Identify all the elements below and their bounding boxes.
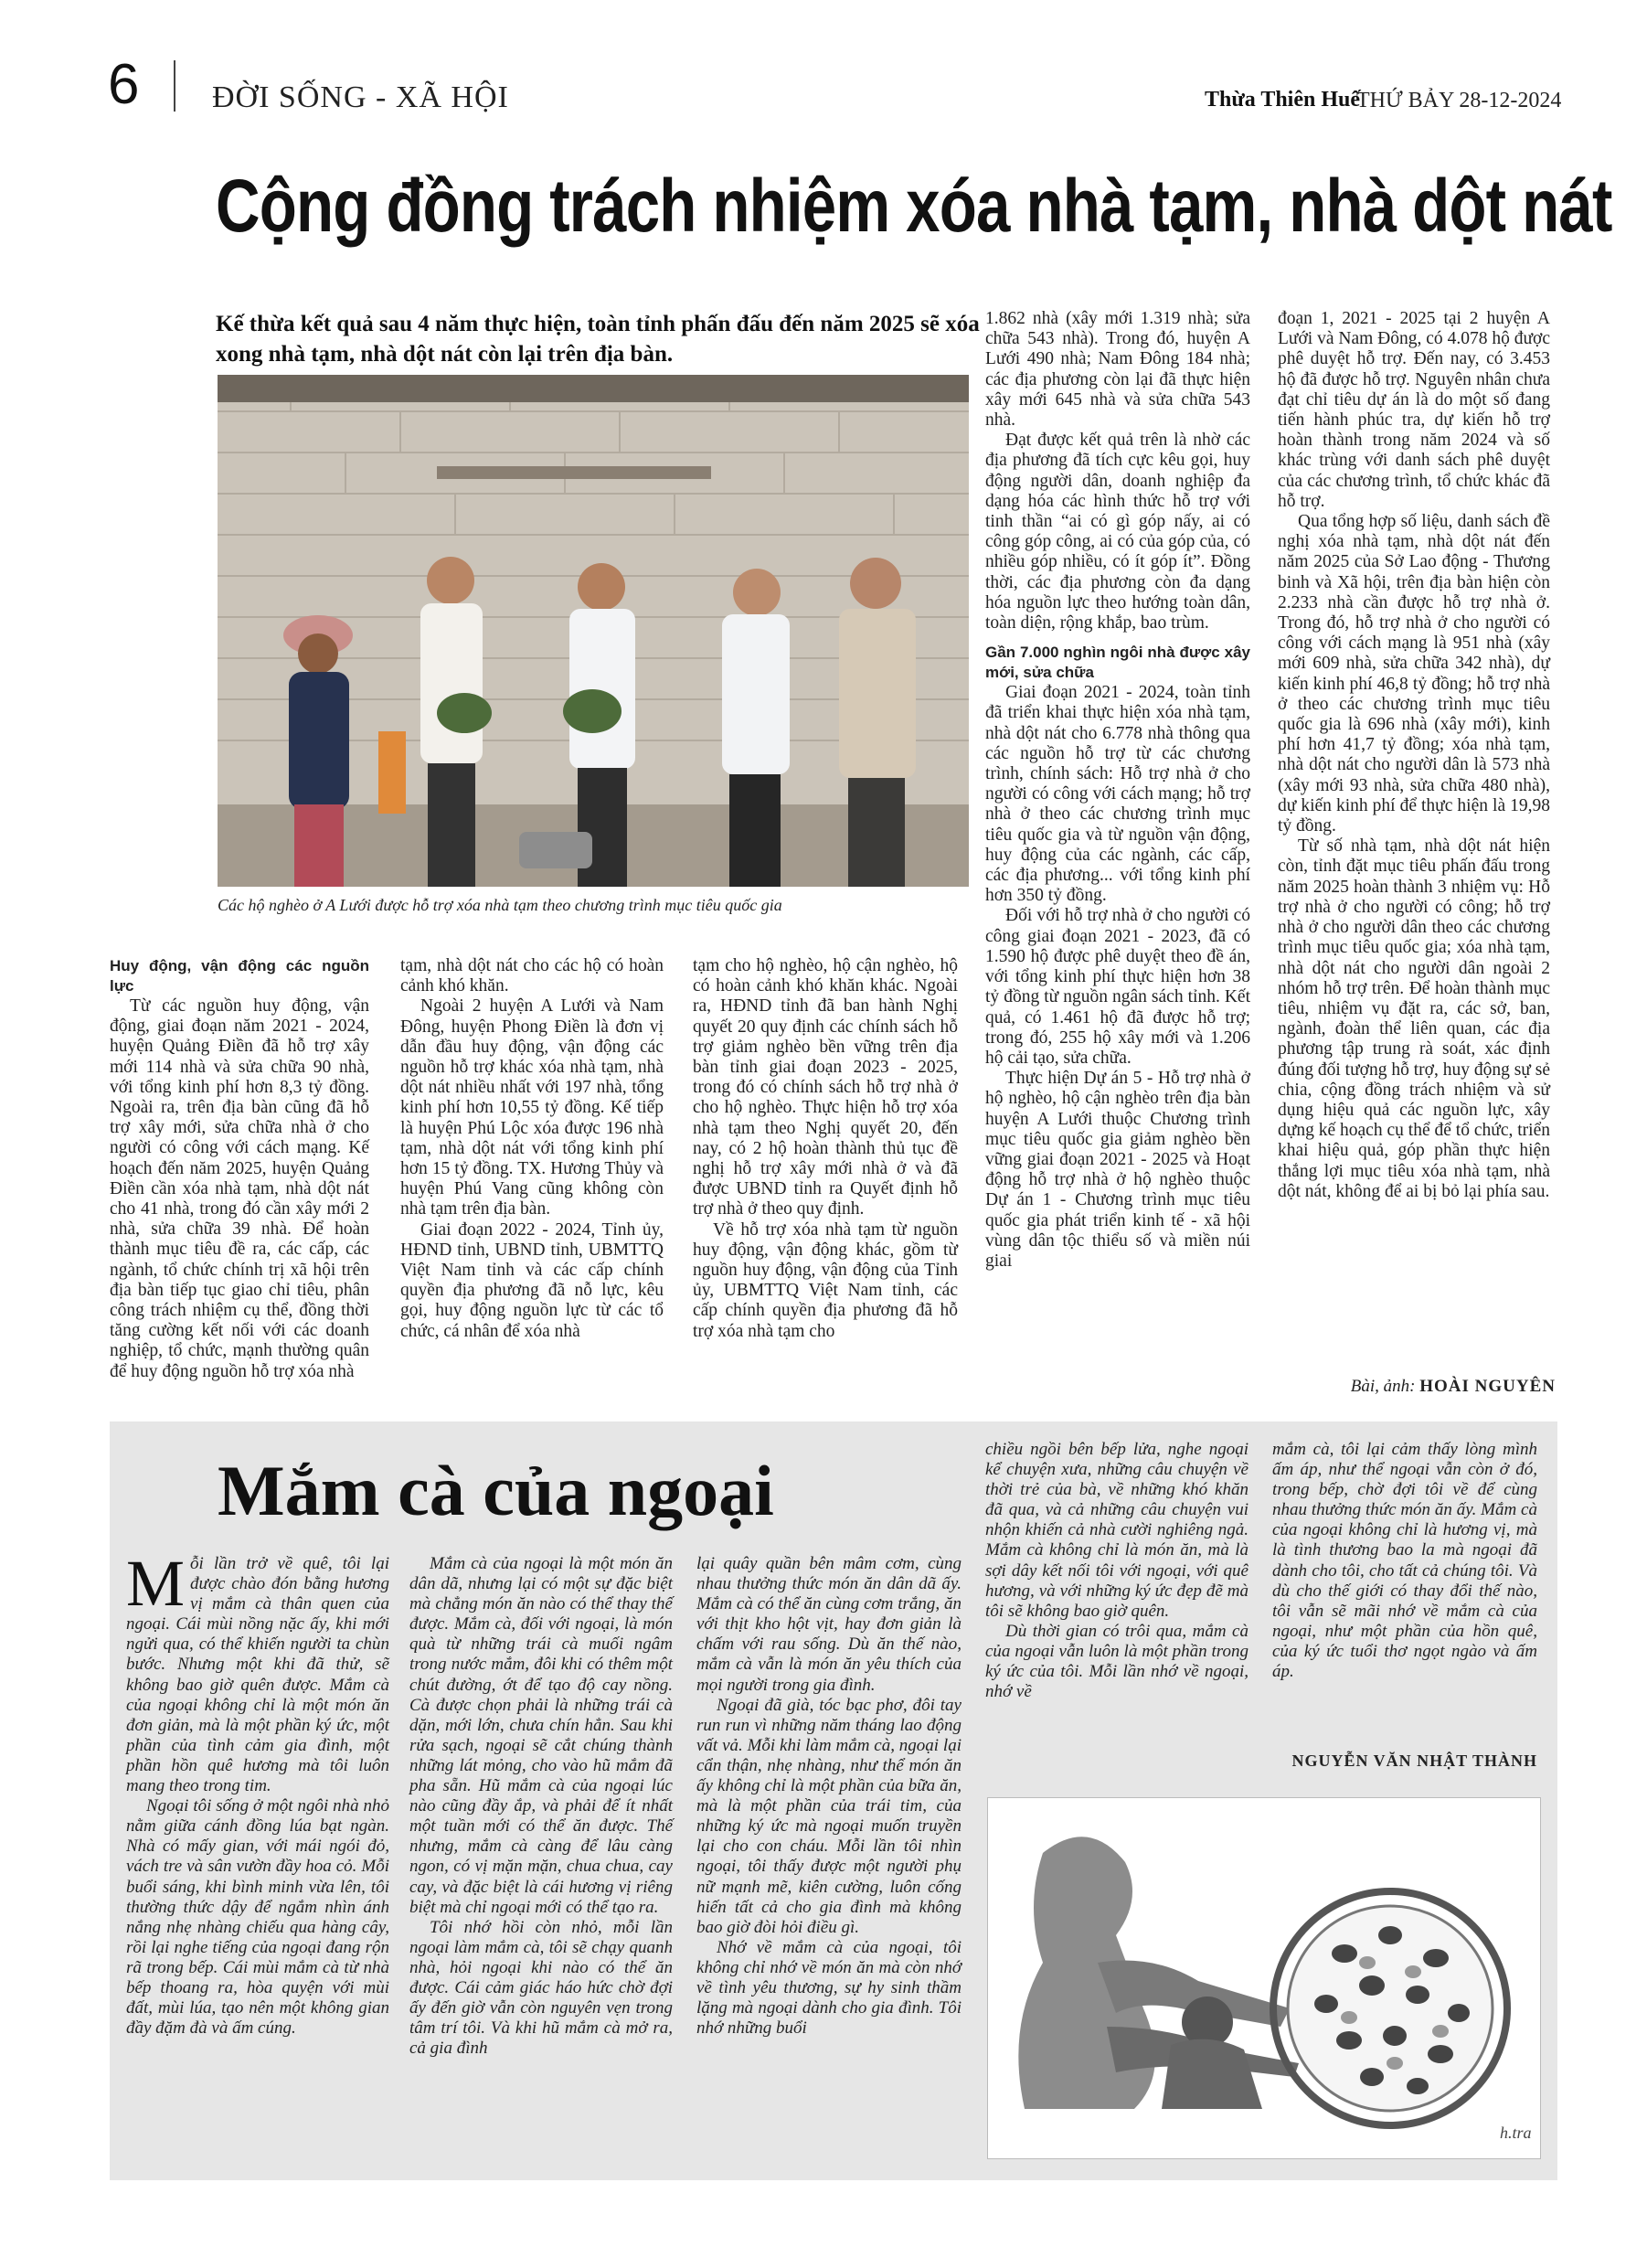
paragraph: Giai đoạn 2022 - 2024, Tỉnh ủy, HĐND tỉnh, UBND tỉnh, UBMTTQ Việt Nam tỉnh và các cấp chính quyền địa phương đã nỗ lực, kêu gọi, huy động nguồn lực từ các tổ chức, cá nhân để xóa nhà [400,1219,664,1341]
illustration-signature: h.tra [1500,2124,1532,2142]
feature-title: Mắm cà của ngoại [218,1451,774,1530]
article-column-3 [693,956,958,1342]
article-column-5 [1278,309,1550,1202]
paragraph: Qua tổng hợp số liệu, danh sách đề nghị xóa nhà tạm, nhà dột nát đến năm 2025 của Sở Lao động - Thương binh và Xã hội, trên địa bàn hiện còn 2.233 nhà cần được hỗ trợ nhà ở. Trong đó, hỗ trợ nhà ở cho người có công với cách mạng là 951 nhà (xây mới 609 nhà, sửa chữa 342 nhà), dự kiến kinh phí 46,8 tỷ đồng; hỗ trợ nhà ở theo các chương trình mục tiêu quốc gia là 696 nhà (xây mới), kinh phí hơn 41,7 tỷ đồng; xóa nhà tạm, nhà dột nát cho người dân là 573 nhà (xây mới 93 nhà, sửa chữa 480 nhà), dự kiến kinh phí để thực hiện là 19,98 tỷ đồng. [1278,512,1550,836]
paragraph: tạm, nhà dột nát cho các hộ có hoàn cảnh khó khăn. [400,956,664,996]
paragraph: Từ số nhà tạm, nhà dột nát hiện còn, tỉnh đặt mục tiêu phấn đấu trong năm 2025 hoàn thành 3 nhiệm vụ: Hỗ trợ nhà ở cho người có công; hỗ trợ nhà ở cho người dân theo các chương trình mục tiêu quốc gia; xóa nhà tạm, nhà dột nát cho người dân ngoài 2 nhóm hỗ trợ trên. Để hoàn thành mục tiêu, nhiệm vụ đặt ra, các sở, ban, ngành, đoàn thể liên quan, các địa phương tập trung rà soát, xác định đúng đối tượng hỗ trợ, huy động sự sẻ chia, cộng đồng trách nhiệm và sử dụng hiệu quả các nguồn lực, xây dựng kế hoạch cụ thể để tổ chức, triển khai hiệu quả, góp phần thực hiện thắng lợi mục tiêu xóa nhà tạm, nhà dột nát, không để ai bị bỏ lại phía sau. [1278,836,1550,1201]
feature-column-2 [409,1554,673,2059]
paragraph: Mắm cà của ngoại là một món ăn dân dã, nhưng lại có một sự đặc biệt mà chẳng món ăn nào có thể thay thế được. Mắm cà, đối với ngoại, là món quà từ những trái cà muối ngâm trong nước mắm, đôi khi có thêm một chút đường, ớt để tạo độ cay nồng. Cà được chọn phải là những trái cà dặn, mới lớn, chưa chín hẳn. Sau khi rửa sạch, ngoại sẽ cắt chúng thành những lát mỏng, cho vào hũ mắm đã pha sẵn. Hũ mắm cà của ngoại lúc nào cũng đầy ắp, và phải để ít nhất một tuần mới có thể ăn được. Thế nhưng, mắm cà càng để lâu càng ngon, có vị mặn mặn, chua chua, cay cay, và đặc biệt là cái hương vị riêng biệt mà chỉ ngoại mới có thể tạo ra. [409,1554,673,1917]
page-number: 6 [108,53,140,116]
paragraph: Ngoại đã già, tóc bạc phơ, đôi tay run run vì những năm tháng lao động vất vả. Mỗi khi làm mắm cà, ngoại lại cẩn thận, nhẹ nhàng, như thể món ăn ấy không chỉ là một phần của bữa ăn, mà là một phần của trái tim, của những ký ức mà ngoại muốn truyền lại cho con cháu. Mỗi lần tôi nhìn ngoại, tôi thấy được một người phụ nữ mạnh mẽ, kiên cường, luôn cống hiến tất cả cho gia đình mà không bao giờ đòi hỏi điều gì. [696,1695,962,1937]
paragraph: Tôi nhớ hồi còn nhỏ, mỗi lần ngoại làm mắm cà, tôi sẽ chạy quanh nhà, hỏi ngoại khi nào có thể ăn được. Cái cảm giác háo hức chờ đợi ấy đến giờ vẫn còn nguyên vẹn trong tâm trí tôi. Và khi hũ mắm cà mở ra, cả gia đình [409,1917,673,2059]
paragraph: Từ các nguồn huy động, vận động, giai đoạn năm 2021 - 2024, huyện Quảng Điền đã hỗ trợ xây mới 114 nhà và sửa chữa 90 nhà, với tổng kinh phí hơn 8,3 tỷ đồng. Ngoài ra, trên địa bàn cũng đã hỗ trợ xây mới, sửa chữa nhà ở cho người có công với cách mạng. Kế hoạch đến năm 2025, huyện Quảng Điền cần xóa nhà tạm, nhà dột nát cho 41 nhà, trong đó cần xây mới 2 nhà, sửa chữa 39 nhà. Để hoàn thành mục tiêu đề ra, các cấp, các ngành, tổ chức chính trị xã hội trên địa bàn tiếp tục giao chỉ tiêu, phân công trách nhiệm cụ thể, đồng thời tăng cường kết nối với các doanh nghiệp, tổ chức, mạnh thường quân để huy động nguồn hỗ trợ xóa nhà [110,996,369,1381]
issue-date: THỨ BẢY 28-12-2024 [1356,89,1562,112]
byline-prefix: Bài, ảnh: [1350,1377,1416,1396]
paragraph: tạm cho hộ nghèo, hộ cận nghèo, hộ có hoàn cảnh khó khăn khác. Ngoài ra, HĐND tỉnh đã ban hành Nghị quyết 20 quy định các chính sách hỗ trợ giảm nghèo bền vững trên địa bàn tỉnh giai đoạn 2023 - 2025, trong đó có chính sách hỗ trợ nhà ở cho hộ nghèo. Thực hiện hỗ trợ xóa nhà tạm theo Nghị quyết 20, đến nay, có 2 hộ hoàn thành thủ tục đề nghị hỗ trợ xây mới nhà ở và đã được UBND tỉnh ra Quyết định hỗ trợ nhà ở theo quy định. [693,956,958,1219]
paragraph: Ngoại tôi sống ở một ngôi nhà nhỏ nằm giữa cánh đồng lúa bạt ngàn. Nhà có mấy gian, với mái ngói đỏ, vách tre và sân vườn đầy hoa cỏ. Mỗi buổi sáng, khi bình minh vừa lên, tôi thường thức dậy để ngắm nhìn ánh nắng nhẹ nhàng chiếu qua hàng cây, rồi lại nghe tiếng của ngoại đang rộn rã trong bếp. Cái mùi mắm cà từ nhà bếp thoang ra, hòa quyện với mùi đất, mùi lúa, tạo nên một không gian đầy đặm đà và ấm cúng. [126,1796,389,2039]
paragraph: Giai đoạn 2021 - 2024, toàn tỉnh đã triển khai thực hiện xóa nhà tạm, nhà dột nát cho 6.778 nhà thông qua các nguồn hỗ trợ từ các chương trình, chính sách: Hỗ trợ nhà ở cho người có công với cách mạng; hỗ trợ nhà ở theo các chương trình mục tiêu quốc gia và từ nguồn vận động, huy động của các ngành, các cấp, các địa phương... với tổng kinh phí hơn 350 tỷ đồng. [985,683,1250,906]
article-photo [218,375,969,887]
article-byline [1307,1377,1556,1397]
subheading: Huy động, vận động các nguồn lực [110,957,369,995]
feature-column-3 [696,1554,962,2039]
feature-byline: NGUYỄN VĂN NHẬT THÀNH [1291,1752,1537,1770]
article-column-1 [110,956,369,1382]
feature-column-4 [985,1440,1249,1702]
byline-author: HOÀI NGUYÊN [1419,1377,1556,1396]
paragraph: Nhớ về mắm cà của ngoại, tôi không chỉ nhớ về món ăn mà còn nhớ về tình yêu thương, sự hy sinh thầm lặng mà ngoại dành cho gia đình. Tôi nhớ những buổi [696,1937,962,2039]
subheading: Gần 7.000 nghìn ngôi nhà được xây mới, sửa chữa [985,644,1250,682]
paragraph: Về hỗ trợ xóa nhà tạm từ nguồn huy động, vận động khác, gồm từ nguồn huy động, vận động của Tỉnh ủy, UBMTTQ Việt Nam tỉnh, các cấp chính quyền địa phương đã hỗ trợ xóa nhà tạm cho [693,1219,958,1341]
article-column-2 [400,956,664,1342]
paragraph: 1.862 nhà (xây mới 1.319 nhà; sửa chữa 543 nhà). Trong đó, huyện A Lưới 490 nhà; Nam Đông 184 nhà; các địa phương còn lại đã thực hiện xây mới 645 nhà và sửa chữa 543 nhà. [985,309,1250,431]
feature-column-1 [126,1547,389,2039]
article-column-4 [985,309,1250,1272]
paragraph: Dù thời gian có trôi qua, mắm cà của ngoại vẫn luôn là một phần trong ký ức của tôi. Mỗi lần nhớ về ngoại, nhớ về [985,1621,1249,1702]
paragraph: ỗi lần trở về quê, tôi lại được chào đón bằng hương vị mắm cà thân quen của ngoại. Cái mùi nồng nặc ấy, khi mới ngửi qua, có thể khiến người ta chùn bước. Nhưng một khi đã thử, sẽ không bao giờ quên được. Mắm cà của ngoại không chỉ là một món ăn đơn giản, mà là một phần ký ức, một phần của tình cảm gia đình, một phần hồn quê hương mà tôi luôn mang theo trong tim. [126,1554,389,1796]
drop-cap: M [126,1547,186,1620]
section-name: ĐỜI SỐNG - XÃ HỘI [212,80,509,114]
article-headline: Cộng đồng trách nhiệm xóa nhà tạm, nhà dột nát [216,165,1612,248]
paragraph: mắm cà, tôi lại cảm thấy lòng mình ấm áp, như thể ngoại vẫn còn ở đó, trong bếp, chờ đợi tôi về để cùng nhau thưởng thức món ăn ấy. Mắm cà của ngoại không chỉ là hương vị, mà là tình thương bao la mà ngoại đã dành cho tôi, cho tất cả chúng tôi. Và dù cho thế giới có thay đổi thế nào, tôi vẫn sẽ mãi nhớ về mắm cà của ngoại, như một phần của hồn quê, của ký ức tuổi thơ ngọt ngào và ấm áp. [1272,1440,1537,1682]
feature-illustration [987,1797,1541,2159]
paragraph: Thực hiện Dự án 5 - Hỗ trợ nhà ở hộ nghèo, hộ cận nghèo trên địa bàn huyện A Lưới thuộc Chương trình mục tiêu quốc gia giảm nghèo bền vững giai đoạn 2021 - 2025 và Hoạt động hỗ trợ nhà ở hộ nghèo thuộc Dự án 1 - Chương trình mục tiêu quốc gia phát triển kinh tế - xã hội vùng dân tộc thiểu số và miền núi giai [985,1069,1250,1271]
newspaper-name: Thừa Thiên Huế [1205,88,1361,112]
paragraph: Ngoài 2 huyện A Lưới và Nam Đông, huyện Phong Điền là đơn vị dẫn đầu huy động, vận động các nguồn hỗ trợ khác xóa nhà tạm, nhà dột nát nhiều nhất với 197 nhà, tổng kinh phí hơn 10,55 tỷ đồng. Kế tiếp là huyện Phú Lộc xóa được 196 nhà tạm, nhà dột nát với tổng kinh phí hơn 15 tỷ đồng. TX. Hương Thủy và huyện Phú Vang cũng không còn nhà tạm trên địa bàn. [400,996,664,1219]
photo-caption: Các hộ nghèo ở A Lưới được hỗ trợ xóa nhà tạm theo chương trình mục tiêu quốc gia [218,896,782,914]
paragraph: Đạt được kết quả trên là nhờ các địa phương đã tích cực kêu gọi, huy động người dân, doanh nghiệp đa dạng hóa các hình thức hỗ trợ với tinh thần “ai có gì góp nấy, ai có công góp công, ai có của góp của, có nhiều góp nhiều, có ít góp ít”. Đồng thời, các địa phương còn đa dạng hóa nguồn lực theo hướng toàn dân, toàn diện, rộng khắp, bao trùm. [985,431,1250,634]
feature-column-5 [1272,1440,1537,1682]
article-lead: Kế thừa kết quả sau 4 năm thực hiện, toàn tỉnh phấn đấu đến năm 2025 sẽ xóa xong nhà tạm, nhà dột nát còn lại trên địa bàn. [216,312,980,367]
paragraph: lại quây quần bên mâm cơm, cùng nhau thưởng thức món ăn dân dã ấy. Mắm cà có thể ăn cùng cơm trắng, ăn với thịt kho hột vịt, hay đơn giản là chấm với rau sống. Dù ăn thế nào, mắm cà vẫn là món ăn yêu thích của mọi người trong gia đình. [696,1554,962,1695]
paragraph: chiều ngồi bên bếp lửa, nghe ngoại kể chuyện xưa, những câu chuyện về thời trẻ của bà, về những khó khăn đã qua, và cả những câu chuyện vui nhộn khiến cả nhà cười nghiêng ngả. Mắm cà không chỉ là món ăn, mà là sợi dây kết nối tôi với ngoại, với quê hương, và với những ký ức đẹp đẽ mà tôi sẽ không bao giờ quên. [985,1440,1249,1621]
paragraph: đoạn 1, 2021 - 2025 tại 2 huyện A Lưới và Nam Đông, có 4.078 hộ được phê duyệt hỗ trợ. Đến nay, có 3.453 hộ đã được hỗ trợ. Nguyên nhân chưa đạt chỉ tiêu dự án là do một số đang tiến hành phúc tra, dự kiến hỗ trợ hoàn thành trong năm 2024 và số khác trùng với danh sách phê duyệt của các chương trình, tổ chức khác đã hỗ trợ. [1278,309,1550,511]
header-divider [174,60,175,112]
paragraph: Đối với hỗ trợ nhà ở cho người có công giai đoạn 2021 - 2023, đã có 1.590 hộ được phê duyệt theo đề án, với tổng kinh phí thực hiện hơn 38 tỷ đồng từ nguồn ngân sách tỉnh. Kết quả, có 1.461 hộ đã được hỗ trợ; trong đó, 255 hộ xây mới và 1.206 hộ cải tạo, sửa chữa. [985,906,1250,1068]
